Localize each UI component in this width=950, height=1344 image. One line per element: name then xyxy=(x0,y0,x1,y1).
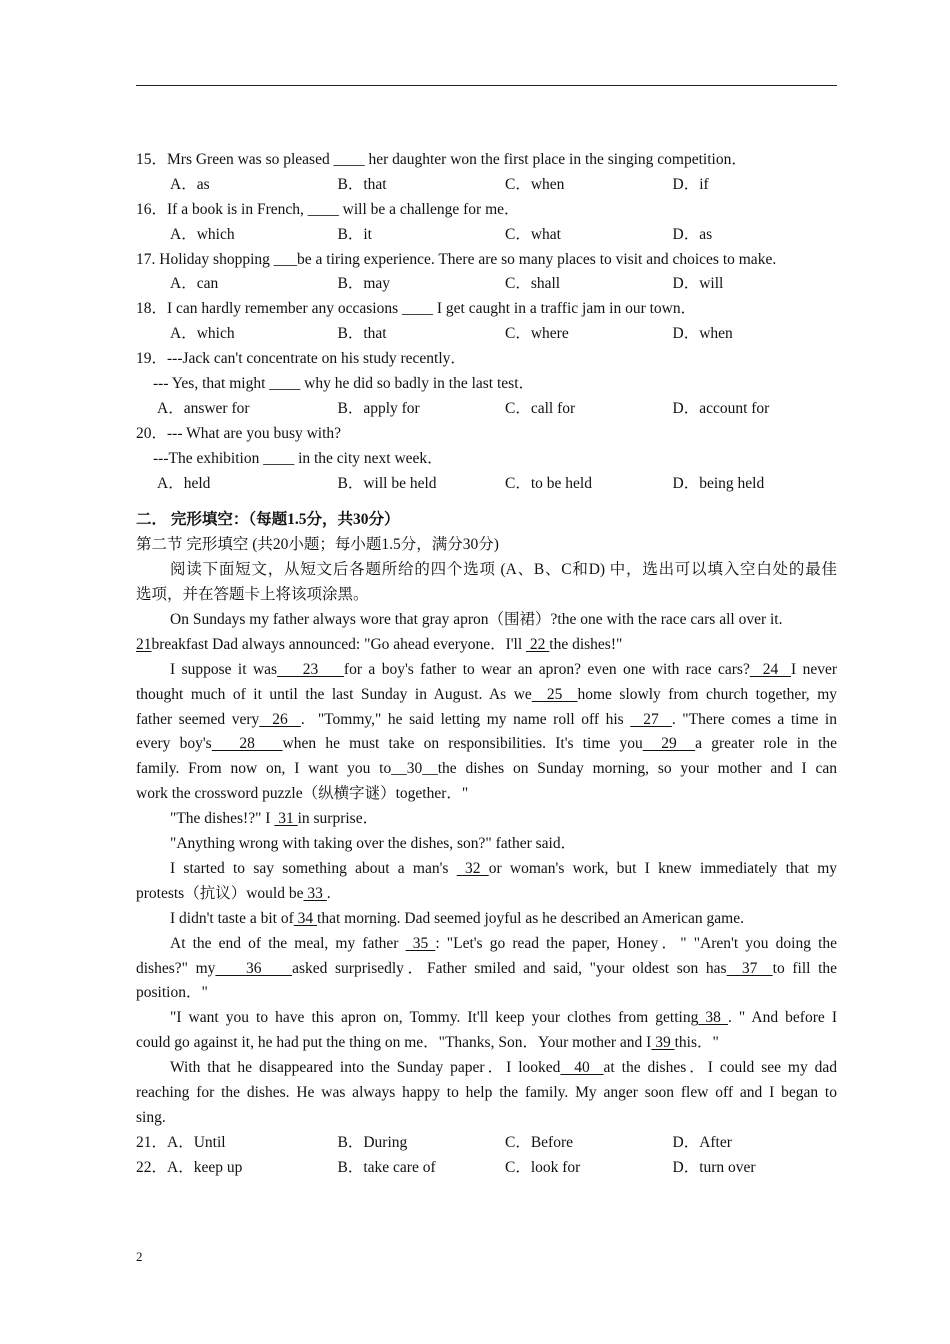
option-b: B．that xyxy=(337,325,387,343)
option-b: B．it xyxy=(337,225,372,243)
option-d: D．account for xyxy=(672,399,770,417)
option-d: D．being held xyxy=(672,474,765,492)
option-c: C．to be held xyxy=(505,474,592,492)
passage-line: With that he disappeared into the Sunday paper．I looked 40 at the dishes．I could see my dad xyxy=(170,1059,837,1077)
question-20-options xyxy=(136,472,837,497)
section-title: 二． 完形填空：（每题1.5分，共30分） xyxy=(136,511,400,529)
passage-line: dishes?" my 36 asked surprisedly．Father smiled and said, "your oldest son has 37 to fill the xyxy=(136,959,838,977)
question-18-stem: 18．I can hardly remember any occasions ____ I get caught in a traffic jam in our town． xyxy=(136,300,697,318)
option-a: 21．A．Until xyxy=(136,1133,226,1151)
section-subtitle: 第二节 完形填空 (共20小题；每小题1.5分，满分30分) xyxy=(136,536,499,554)
option-d: D．when xyxy=(672,325,733,343)
option-b: B．apply for xyxy=(337,399,420,417)
blank-39: 39 xyxy=(651,1034,675,1052)
blank-29: 29 xyxy=(642,735,696,753)
passage-line: position．" xyxy=(136,984,208,1002)
blank-36: 36 xyxy=(215,959,293,977)
header-rule xyxy=(136,85,837,86)
option-d: D．will xyxy=(672,275,724,293)
option-b: B．may xyxy=(337,275,391,293)
option-b: B．will be held xyxy=(337,474,437,492)
question-22-options xyxy=(136,1156,837,1181)
option-b: B．that xyxy=(337,175,387,193)
blank-23: 23 xyxy=(277,660,344,678)
blank-40: 40 xyxy=(560,1059,604,1077)
passage-line: "I want you to have this apron on, Tommy. It'll keep your clothes from getting 38 . " And before I xyxy=(170,1009,837,1027)
passage-line: family. From now on, I want you to__30__the dishes on Sunday morning, so your mother and I can xyxy=(136,760,837,778)
blank-37: 37 xyxy=(726,959,773,977)
option-d: D．if xyxy=(672,175,709,193)
passage-line: protests（抗议）would be 33 . xyxy=(136,884,331,902)
question-19-options xyxy=(136,397,837,422)
option-a: A．as xyxy=(170,175,210,193)
question-19-stem: 19．---Jack can't concentrate on his study recently． xyxy=(136,350,466,368)
section-instructions-line2: 选项，并在答题卡上将该项涂黑。 xyxy=(136,586,369,604)
option-a: A．which xyxy=(170,225,235,243)
option-b: B．take care of xyxy=(337,1158,436,1176)
option-d: D．turn over xyxy=(672,1158,756,1176)
option-c: C．call for xyxy=(505,399,576,417)
passage-line: I suppose it was 23 for a boy's father to wear an apron? even one with race cars? 24 I never xyxy=(170,660,838,678)
option-c: C．what xyxy=(505,225,561,243)
question-18-options xyxy=(136,322,837,347)
blank-22: 22 xyxy=(526,635,550,653)
blank-27: 27 xyxy=(630,710,672,728)
question-21-options xyxy=(136,1131,837,1156)
blank-31: 31 xyxy=(274,810,298,828)
question-16-stem: 16．If a book is in French, ____ will be a challenge for me． xyxy=(136,200,520,218)
option-a: A．held xyxy=(157,474,211,492)
option-c: C．where xyxy=(505,325,569,343)
blank-32: 32 xyxy=(456,859,489,877)
passage-line: thought much of it until the last Sunday in August. As we 25 home slowly from church together, my xyxy=(136,685,838,703)
blank-28: 28 xyxy=(211,735,283,753)
passage-line: I didn't taste a bit of 34 that morning. Dad seemed joyful as he described an American game. xyxy=(170,909,744,927)
passage-line: father seemed very 26 . "Tommy," he said letting my name roll off his 27 . "There comes a time in xyxy=(136,710,837,728)
question-20-stem: 20．--- What are you busy with? xyxy=(136,424,342,442)
blank-35: 35 xyxy=(405,934,436,952)
page-number: 2 xyxy=(136,1249,143,1264)
passage-line: every boy's 28 when he must take on responsibilities. It's time you 29 a greater role in the xyxy=(136,735,837,753)
option-b: B．During xyxy=(337,1133,408,1151)
option-c: C．shall xyxy=(505,275,561,293)
passage-line: work the crossword puzzle（纵横字谜）together．" xyxy=(136,785,469,803)
blank-26: 26 xyxy=(259,710,301,728)
option-c: C．Before xyxy=(505,1133,574,1151)
passage-line: 21breakfast Dad always announced: "Go ahead everyone．I'll 22 the dishes!" xyxy=(136,635,623,653)
option-a: 22．A．keep up xyxy=(136,1158,243,1176)
question-16-options xyxy=(136,223,837,248)
blank-34: 34 xyxy=(293,909,318,927)
option-a: A．which xyxy=(170,325,235,343)
question-15-options xyxy=(136,173,837,198)
blank-21: 21 xyxy=(136,635,152,653)
page-content xyxy=(136,148,837,1181)
blank-24: 24 xyxy=(749,660,792,678)
question-20-reply: ---The exhibition ____ in the city next week． xyxy=(153,449,443,467)
blank-33: 33 xyxy=(303,884,327,902)
passage-line: reaching for the dishes. He was always happy to help the family. My anger soon flew off and I began to xyxy=(136,1083,837,1101)
question-19-reply: --- Yes, that might ____ why he did so badly in the last test． xyxy=(153,375,535,393)
question-17-stem: 17. Holiday shopping ___be a tiring experience. There are so many places to visit and choices to make. xyxy=(136,250,777,268)
passage-line: On Sundays my father always wore that gray apron（围裙）?the one with the race cars all over it. xyxy=(170,611,783,629)
passage-line: could go against it, he had put the thing on me．"Thanks, Son．Your mother and I 39 this．" xyxy=(136,1034,719,1052)
option-c: C．when xyxy=(505,175,565,193)
passage-line: sing. xyxy=(136,1108,166,1126)
blank-38: 38 xyxy=(698,1009,728,1027)
section-instructions-line1: 阅读下面短文，从短文后各题所给的四个选项 (A、B、C和D) 中，选出可以填入空白处的最佳 xyxy=(170,561,837,579)
question-15-stem: 15．Mrs Green was so pleased ____ her daughter won the first place in the singing competition． xyxy=(136,151,747,168)
passage-line: At the end of the meal, my father 35 : "Let's go read the paper, Honey．" "Aren't you doing the xyxy=(170,934,838,952)
option-d: D．After xyxy=(672,1133,732,1151)
option-a: A．answer for xyxy=(157,399,250,417)
option-c: C．look for xyxy=(505,1158,581,1176)
passage-line: "Anything wrong with taking over the dishes, son?" father said． xyxy=(170,835,577,853)
option-d: D．as xyxy=(672,225,713,243)
blank-25: 25 xyxy=(531,685,578,703)
passage-line: I started to say something about a man's 32 or woman's work, but I knew immediately that my xyxy=(170,859,837,877)
option-a: A．can xyxy=(170,275,219,293)
question-17-options xyxy=(136,272,837,297)
passage-line: "The dishes!?" I 31 in surprise． xyxy=(170,810,379,828)
